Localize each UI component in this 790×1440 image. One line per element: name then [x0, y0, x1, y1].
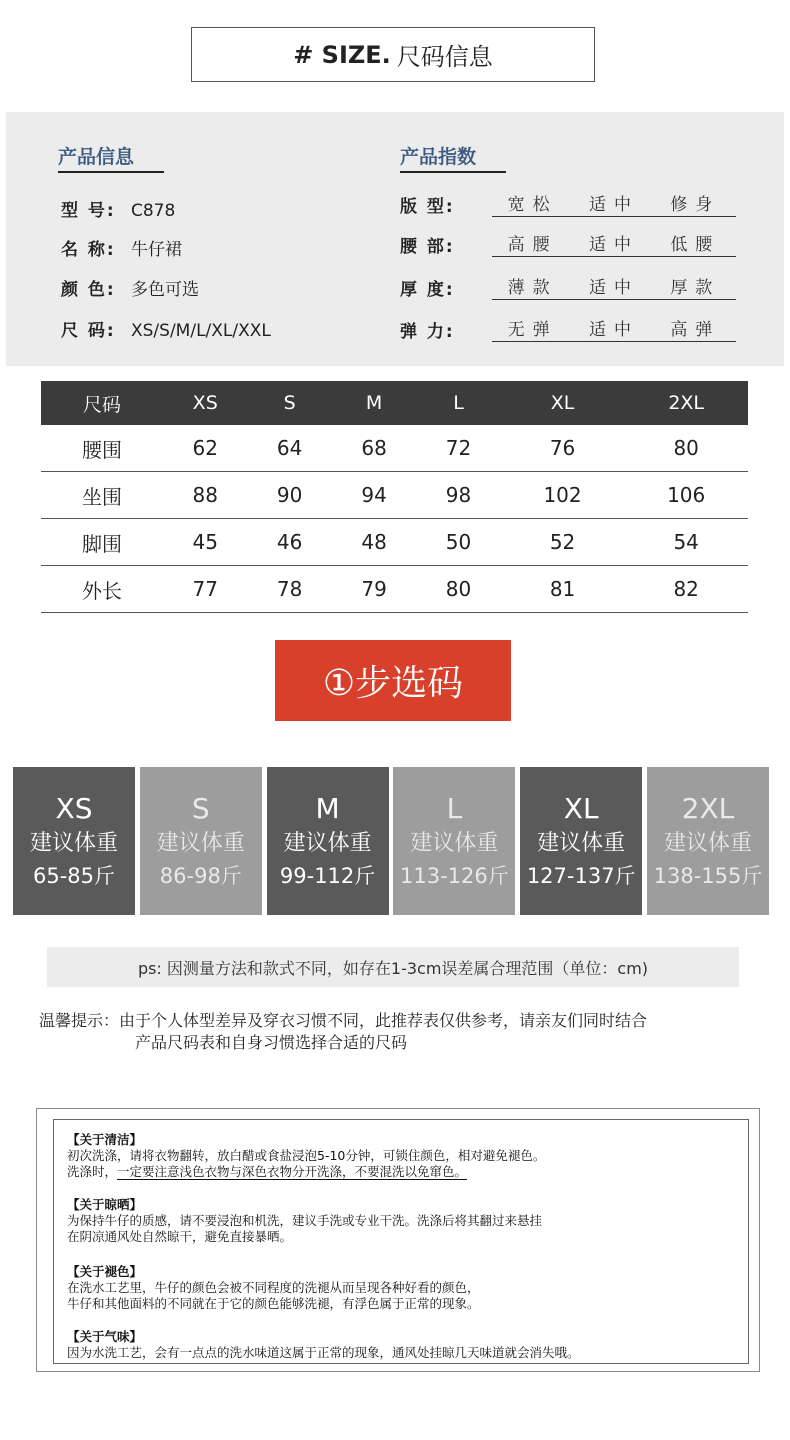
- product-info-heading: 产品信息: [58, 142, 164, 173]
- size-title-en: # SIZE.: [293, 40, 391, 69]
- index-option: 适中: [588, 195, 639, 215]
- recommend-label: 建议体重: [410, 831, 499, 856]
- index-label: 版 型:: [400, 197, 455, 217]
- index-row-fit: [400, 190, 736, 217]
- recommend-label: 建议体重: [663, 831, 752, 856]
- recommend-size: S: [191, 792, 210, 825]
- table-cell: 62: [163, 425, 247, 472]
- care-cleaning: [67, 1132, 545, 1180]
- table-cell: 90: [247, 472, 331, 519]
- table-cell: 98: [416, 472, 500, 519]
- table-cell: 64: [247, 425, 331, 472]
- care-fading-title: 【关于褪色】: [67, 1264, 143, 1279]
- table-cell: 77: [163, 566, 247, 613]
- care-cleaning-line2: [67, 1164, 545, 1180]
- care-cleaning-line2-b: 一定要注意浅色衣物与深色衣物分开洗涤，不要混洗以免窜色。: [117, 1164, 468, 1179]
- care-cleaning-line1: 初次洗涤，请将衣物翻转，放白醋或食盐浸泡5-10分钟，可锁住颜色，相对避免褪色。: [67, 1148, 546, 1163]
- table-cell: 76: [501, 425, 625, 472]
- table-header-cell: 尺码: [41, 381, 163, 425]
- index-option: 无弹: [507, 320, 558, 340]
- recommend-size: XS: [55, 792, 93, 825]
- table-cell: 外长: [41, 566, 163, 613]
- recommend-size: L: [446, 792, 463, 825]
- size-title-box: [191, 27, 595, 82]
- recommend-card-xl: [520, 767, 642, 915]
- info-label: 颜 色:: [61, 280, 116, 300]
- table-cell: 106: [624, 472, 748, 519]
- info-label: 型 号:: [61, 201, 116, 221]
- recommend-card-xs: [13, 767, 135, 915]
- table-cell: 坐围: [41, 472, 163, 519]
- index-option: 适中: [588, 278, 639, 298]
- recommend-range: 113-126斤: [400, 864, 509, 888]
- recommend-size: M: [315, 792, 340, 825]
- index-label: 弹 力:: [400, 322, 455, 342]
- table-cell: 80: [624, 425, 748, 472]
- table-header-cell: M: [332, 381, 416, 425]
- recommend-card-l: [393, 767, 515, 915]
- recommend-size: XL: [563, 792, 599, 825]
- size-title-cn: 尺码信息: [396, 43, 493, 71]
- table-row: [41, 566, 748, 613]
- table-cell: 81: [501, 566, 625, 613]
- table-cell: 52: [501, 519, 625, 566]
- table-cell: 68: [332, 425, 416, 472]
- index-row-thickness: [400, 273, 736, 300]
- recommend-range: 99-112斤: [279, 864, 376, 888]
- recommend-size: 2XL: [681, 792, 735, 825]
- table-row: [41, 519, 748, 566]
- info-row-color: [61, 275, 199, 300]
- recommend-range: 138-155斤: [653, 864, 763, 888]
- care-fading-line2: 牛仔和其他面料的不同就在于它的颜色能够洗褪，有浮色属于正常的现象。: [67, 1296, 480, 1311]
- table-cell: 46: [247, 519, 331, 566]
- index-option: 厚款: [670, 278, 721, 298]
- table-header-cell: L: [416, 381, 500, 425]
- warm-tip-line1: 温馨提示：由于个人体型差异及穿衣习惯不同，此推荐表仅供参考，请亲友们同时结合: [39, 1011, 648, 1030]
- recommend-weight-row: [13, 767, 769, 915]
- table-row: [41, 472, 748, 519]
- care-smell: [67, 1329, 580, 1361]
- index-option: 宽松: [507, 195, 558, 215]
- recommend-card-s: [140, 767, 262, 915]
- index-option: 低腰: [670, 235, 721, 255]
- recommend-range: 127-137斤: [526, 864, 636, 888]
- table-header-cell: XL: [501, 381, 625, 425]
- index-option: 高弹: [670, 320, 721, 340]
- index-option: 高腰: [507, 235, 558, 255]
- table-cell: 88: [163, 472, 247, 519]
- care-drying: [67, 1197, 542, 1245]
- product-info-panel: [6, 112, 784, 366]
- warm-tip-line2: 产品尺码表和自身习惯选择合适的尺码: [135, 1033, 408, 1052]
- table-cell: 54: [624, 519, 748, 566]
- recommend-label: 建议体重: [156, 831, 245, 856]
- index-label: 厚 度:: [400, 280, 455, 300]
- index-option: 适中: [588, 235, 639, 255]
- size-table: [41, 381, 748, 613]
- table-cell: 腰围: [41, 425, 163, 472]
- table-cell: 80: [416, 566, 500, 613]
- table-cell: 79: [332, 566, 416, 613]
- care-drying-line1: 为保持牛仔的质感，请不要浸泡和机洗，建议手洗或专业干洗。洗涤后将其翻过来悬挂: [67, 1213, 543, 1228]
- table-header-cell: XS: [163, 381, 247, 425]
- warm-tip: [39, 1010, 647, 1054]
- care-drying-title: 【关于晾晒】: [67, 1197, 143, 1212]
- recommend-label: 建议体重: [283, 831, 372, 856]
- index-row-waist: [400, 230, 736, 257]
- care-smell-line1: 因为水洗工艺，会有一点点的洗水味道这属于正常的现象，通风处挂晾几天味道就会消失哦。: [67, 1345, 580, 1360]
- info-value: 多色可选: [131, 280, 199, 300]
- care-smell-title: 【关于气味】: [67, 1329, 143, 1344]
- info-label: 名 称:: [61, 240, 116, 260]
- table-header-cell: S: [247, 381, 331, 425]
- care-drying-line2: 在阴凉通风处自然晾干，避免直接暴晒。: [67, 1229, 293, 1244]
- index-option: 适中: [588, 320, 639, 340]
- recommend-card-2xl: [647, 767, 769, 915]
- index-row-stretch: [400, 315, 736, 342]
- recommend-range: 65-85斤: [32, 864, 116, 888]
- table-cell: 50: [416, 519, 500, 566]
- recommend-label: 建议体重: [537, 831, 626, 856]
- table-cell: 78: [247, 566, 331, 613]
- care-fading-line1: 在洗水工艺里，牛仔的颜色会被不同程度的洗褪从而呈现各种好看的颜色，: [67, 1280, 480, 1295]
- info-value: 牛仔裙: [131, 240, 182, 260]
- care-fading: [67, 1264, 480, 1312]
- step-select-size-banner: ①步选码: [275, 640, 511, 721]
- product-index-heading: 产品指数: [400, 142, 506, 173]
- ps-note: ps: 因测量方法和款式不同，如存在1-3cm误差属合理范围（单位：cm): [47, 947, 739, 987]
- index-label: 腰 部:: [400, 237, 455, 257]
- table-cell: 102: [501, 472, 625, 519]
- table-cell: 82: [624, 566, 748, 613]
- table-cell: 72: [416, 425, 500, 472]
- index-option: 薄款: [507, 278, 558, 298]
- info-row-name: [61, 235, 182, 260]
- table-cell: 48: [332, 519, 416, 566]
- recommend-label: 建议体重: [29, 831, 118, 856]
- index-option: 修身: [670, 195, 721, 215]
- table-cell: 脚围: [41, 519, 163, 566]
- recommend-range: 86-98斤: [159, 864, 242, 888]
- care-cleaning-title: 【关于清洁】: [67, 1132, 143, 1147]
- table-cell: 94: [332, 472, 416, 519]
- info-value: C878: [131, 201, 176, 221]
- size-table-header: [41, 381, 748, 425]
- info-row-model: [61, 196, 175, 221]
- table-row: [41, 425, 748, 472]
- care-cleaning-line2-a: 洗涤时，: [67, 1164, 118, 1179]
- table-header-cell: 2XL: [624, 381, 748, 425]
- info-value: XS/S/M/L/XL/XXL: [131, 321, 271, 341]
- recommend-card-m: [267, 767, 389, 915]
- info-row-size: [61, 316, 271, 341]
- info-label: 尺 码:: [61, 321, 116, 341]
- table-cell: 45: [163, 519, 247, 566]
